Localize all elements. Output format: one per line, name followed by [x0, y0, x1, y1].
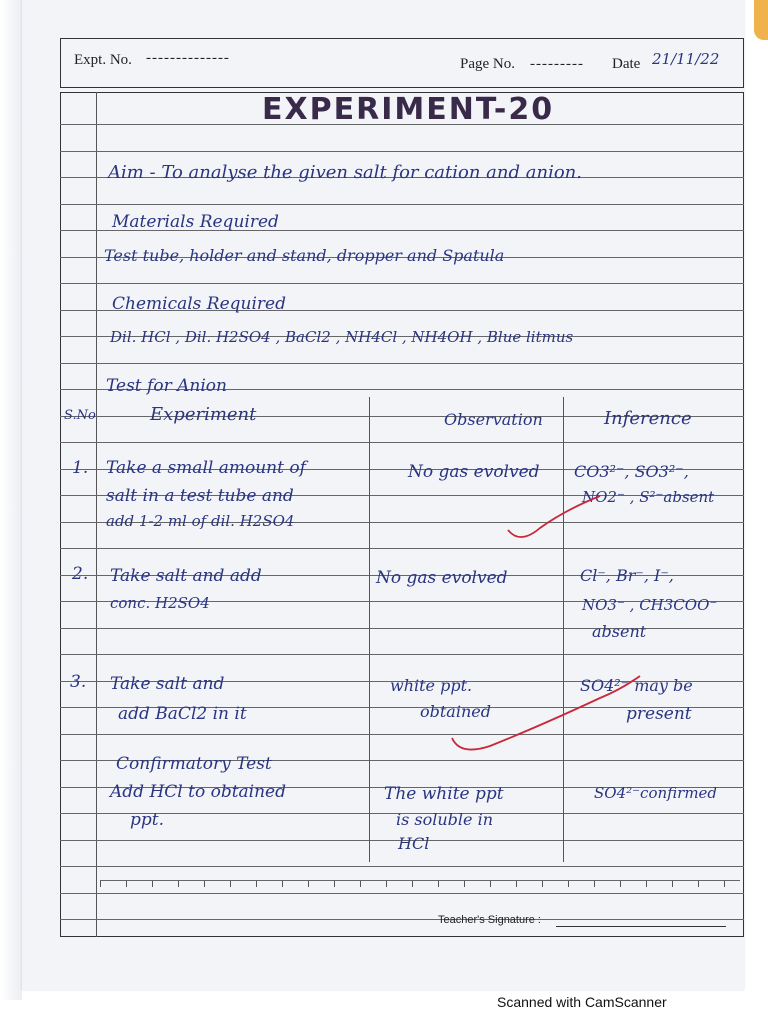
row1-sno: 1.	[72, 458, 89, 478]
teacher-signature-label: Teacher's Signature :	[438, 914, 541, 926]
row2-sno: 2.	[72, 564, 89, 584]
ruler-tick	[178, 881, 179, 887]
confirmatory-observation-line3: HCl	[398, 834, 430, 853]
row1-experiment-line1: Take a small amount of	[106, 458, 306, 478]
row3-experiment-line2: add BaCl2 in it	[118, 704, 247, 724]
row2-inference-line1: Cl⁻, Br⁻, I⁻,	[580, 566, 674, 585]
col-head-observation: Observation	[444, 410, 543, 429]
row2-experiment-line2: conc. H2SO4	[110, 594, 210, 612]
row1-experiment-line3: add 1-2 ml of dil. H2SO4	[106, 512, 295, 530]
row1-inference-line1: CO3²⁻, SO3²⁻,	[574, 462, 689, 481]
ruler-tick	[230, 881, 231, 887]
date-value: 21/11/22	[652, 50, 720, 68]
ruler-tick	[438, 881, 439, 887]
row3-sno: 3.	[70, 672, 87, 692]
ruler-tick	[464, 881, 465, 887]
row3-observation-line2: obtained	[420, 702, 491, 721]
teacher-signature-line	[556, 926, 726, 927]
ruler-tick	[282, 881, 283, 887]
row3-observation-line1: white ppt.	[390, 676, 473, 695]
row2-observation: No gas evolved	[376, 568, 508, 588]
ruler-tick	[360, 881, 361, 887]
ruler-tick	[568, 881, 569, 887]
aim-text: Aim - To analyse the given salt for cation and anion.	[108, 162, 582, 183]
ruler-tick	[516, 881, 517, 887]
ruler-tick	[256, 881, 257, 887]
confirmatory-inference: SO4²⁻confirmed	[594, 784, 718, 802]
anion-section-heading: Test for Anion	[106, 376, 227, 396]
confirmatory-observation-line1: The white ppt	[384, 784, 504, 804]
col-head-sno: S.No	[64, 408, 96, 423]
chemicals-text: Dil. HCl , Dil. H2SO4 , BaCl2 , NH4Cl , NH4OH , Blue litmus	[110, 328, 574, 346]
row3-experiment-line1: Take salt and	[110, 674, 225, 694]
ruler-tick	[386, 881, 387, 887]
expt-no-label: Expt. No.	[74, 52, 132, 68]
date-label: Date	[612, 56, 641, 72]
row1-inference-line2: NO2⁻ , S²⁻absent	[582, 488, 715, 506]
page-no-label: Page No.	[460, 56, 515, 72]
check-mark-row3	[452, 676, 640, 750]
ruler-tick	[646, 881, 647, 887]
ruler-tick	[490, 881, 491, 887]
row2-inference-line3: absent	[592, 622, 647, 641]
page-no-blank: ---------	[530, 56, 584, 72]
check-mark-row1	[508, 496, 600, 537]
ruler-tick	[594, 881, 595, 887]
ruler-tick	[672, 881, 673, 887]
tick-ruler	[100, 880, 740, 891]
ruler-tick	[620, 881, 621, 887]
ruler-tick	[204, 881, 205, 887]
row1-experiment-line2: salt in a test tube and	[106, 486, 294, 506]
ruler-tick	[308, 881, 309, 887]
ruler-tick	[724, 881, 725, 887]
col-head-inference: Inference	[604, 408, 692, 429]
materials-text: Test tube, holder and stand, dropper and Spatula	[104, 246, 505, 265]
ruler-tick	[126, 881, 127, 887]
expt-no-blank: --------------	[146, 50, 230, 66]
confirmatory-experiment-line2: ppt.	[130, 810, 164, 830]
materials-heading: Materials Required	[112, 212, 279, 232]
row1-observation: No gas evolved	[408, 462, 540, 482]
confirmatory-observation-line2: is soluble in	[396, 810, 494, 829]
ruler-tick	[698, 881, 699, 887]
ruler-tick	[152, 881, 153, 887]
row2-experiment-line1: Take salt and add	[110, 566, 262, 586]
confirmatory-experiment-line1: Add HCl to obtained	[110, 782, 287, 802]
row3-inference-line1: SO4²⁻ may be	[580, 676, 693, 695]
confirmatory-heading: Confirmatory Test	[116, 754, 272, 774]
ruler-tick	[334, 881, 335, 887]
ruler-tick	[412, 881, 413, 887]
ruler-tick	[542, 881, 543, 887]
row2-inference-line2: NO3⁻ , CH3COO⁻	[582, 596, 718, 614]
col-head-experiment: Experiment	[150, 404, 257, 425]
ruler-tick	[100, 881, 101, 887]
page-title: EXPERIMENT-20	[262, 92, 555, 127]
chemicals-heading: Chemicals Required	[112, 294, 286, 314]
scanner-watermark: Scanned with CamScanner	[497, 994, 667, 1010]
row3-inference-line2: present	[626, 704, 692, 724]
